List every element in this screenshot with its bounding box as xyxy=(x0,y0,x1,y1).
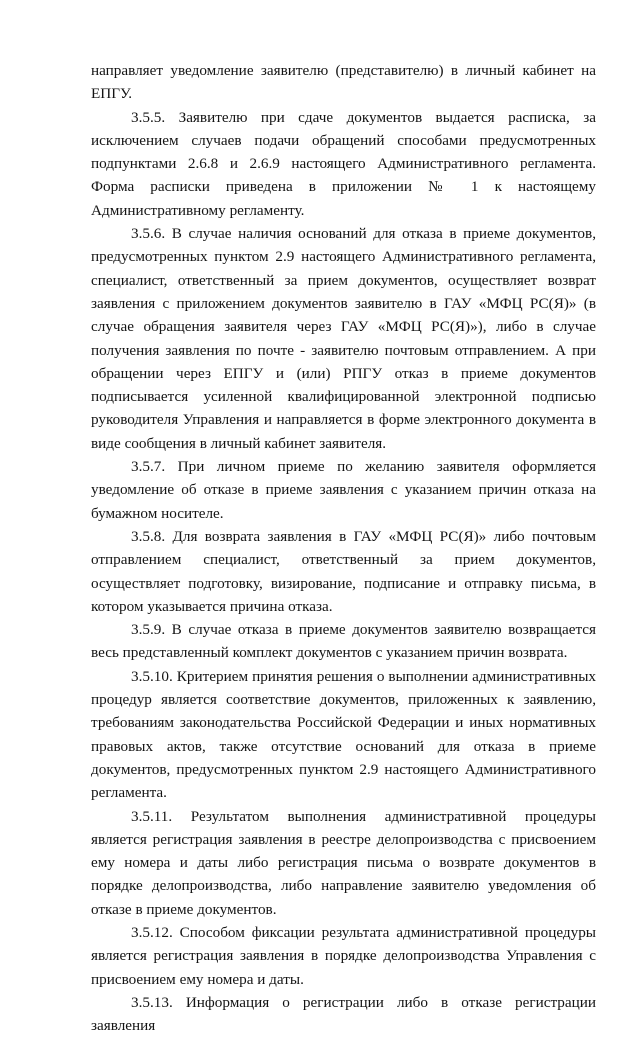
paragraph-3-5-6: 3.5.6. В случае наличия оснований для отказа в приеме документов, предусмотренных пунктом 2.9 настоящего Административного регламента, специалист, ответственный за прием документов, осуществляет возврат заявления с приложением документов заявителю в ГАУ «МФЦ РС(Я)» (в случае обращения заявителя через ГАУ «МФЦ РС(Я)»), либо в случае получения заявления по почте - заявителю почтовым отправлением. А при обращении через ЕПГУ и (или) РПГУ отказ в приеме документов подписывается усиленной квалифицированной электронной подписью руководителя Управления и направляется в форме электронного документа в виде сообщения в личный кабинет заявителя. xyxy=(91,225,596,452)
paragraph-3-5-9: 3.5.9. В случае отказа в приеме документов заявителю возвращается весь представленный комплект документов с указанием причин возврата. xyxy=(91,621,596,662)
paragraph-3-5-5: 3.5.5. Заявителю при сдаче документов выдается расписка, за исключением случаев подачи обращений способами предусмотренных подпунктами 2.6.8 и 2.6.9 настоящего Административного регламента. Форма расписки приведена в приложении № 1 к настоящему Административному регламенту. xyxy=(91,108,596,219)
paragraph-3-5-11: 3.5.11. Результатом выполнения административной процедуры является регистрация заявления в реестре делопроизводства с присвоением ему номера и даты либо регистрация письма о возврате документов в порядке делопроизводства, либо направление заявителю уведомления об отказе в приеме документов. xyxy=(91,807,596,918)
paragraph-3-5-12: 3.5.12. Способом фиксации результата административной процедуры является регистрация заявления в порядке делопроизводства Управления с присвоением ему номера и даты. xyxy=(91,923,596,988)
paragraph-3-5-8: 3.5.8. Для возврата заявления в ГАУ «МФЦ РС(Я)» либо почтовым отправлением специалист, ответственный за прием документов, осуществляет подготовку, визирование, подписание и отправку письма, в котором указывается причина отказа. xyxy=(91,527,596,615)
document-page xyxy=(91,59,596,1037)
paragraph-continuation: направляет уведомление заявителю (представителю) в личный кабинет на ЕПГУ. xyxy=(91,62,596,103)
paragraph-3-5-7: 3.5.7. При личном приеме по желанию заявителя оформляется уведомление об отказе в приеме заявления с указанием причин отказа на бумажном носителе. xyxy=(91,458,596,522)
paragraph-3-5-13: 3.5.13. Информация о регистрации либо в отказе регистрации заявления xyxy=(91,993,596,1035)
paragraph-3-5-10: 3.5.10. Критерием принятия решения о выполнении административных процедур является соответствие документов, приложенных к заявлению, требованиям законодательства Российской Федерации и иных нормативных правовых актов, также отсутствие оснований для отказа в приеме документов, предусмотренных пунктом 2.9 настоящего Административного регламента. xyxy=(91,667,596,802)
